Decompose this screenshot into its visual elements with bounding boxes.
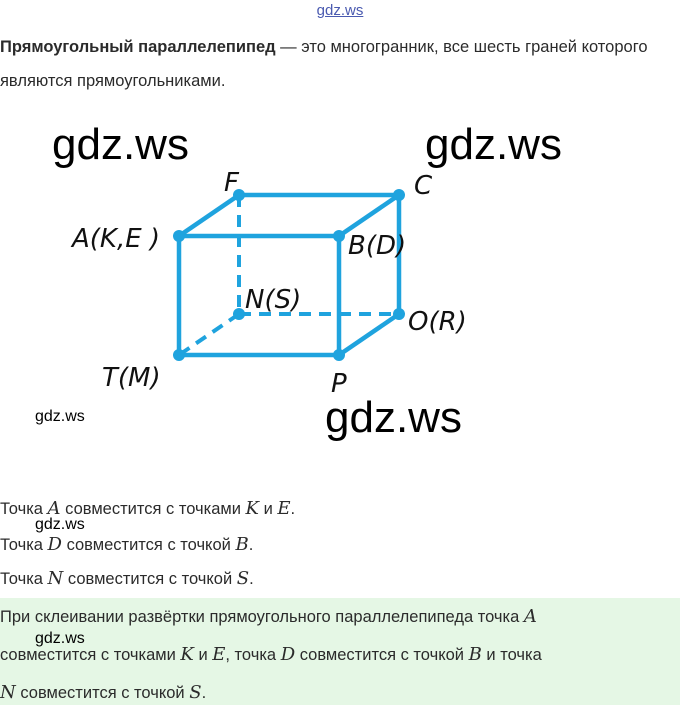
definition-term: Прямоугольный параллелепипед	[0, 38, 276, 56]
watermark-small-3: gdz.ws	[35, 630, 85, 647]
vertex-p	[333, 349, 345, 361]
top-watermark-link[interactable]: gdz.ws	[316, 2, 364, 19]
edge-c-b	[339, 195, 399, 236]
edge-o-p	[339, 314, 399, 355]
vertex-a	[173, 230, 185, 242]
label-n: N(S)	[245, 285, 302, 315]
statement-n: Точка N совместится с точкой S.	[0, 568, 254, 589]
watermark-right: gdz.ws	[425, 120, 562, 169]
hidden-edge-n-t	[179, 314, 239, 355]
vertex-c	[393, 189, 405, 201]
watermark-small-2: gdz.ws	[35, 516, 85, 533]
label-c: C	[414, 171, 433, 201]
conclusion-box	[0, 598, 680, 705]
watermark-left: gdz.ws	[52, 120, 189, 169]
watermark-bottom: gdz.ws	[325, 393, 462, 442]
label-o: O(R)	[408, 307, 467, 337]
edge-a-f	[179, 195, 239, 236]
label-f: F	[224, 168, 239, 198]
label-b: B(D)	[348, 231, 407, 261]
vertex-o	[393, 308, 405, 320]
label-a: A(K,E )	[72, 224, 161, 254]
label-t: T(M)	[102, 363, 161, 393]
watermark-small-1: gdz.ws	[35, 408, 85, 425]
conclusion-text: При склеивании развёртки прямоугольного параллелепипеда точка A совместится с точками K и E, точка D совместится с точкой B и точка N совместится с точкой S.	[0, 606, 542, 703]
statement-a: Точка A совместится с точками K и E.	[0, 498, 296, 519]
vertex-b	[333, 230, 345, 242]
label-p: P	[331, 369, 347, 399]
definition-text: — это многогранник, все шесть граней которого являются прямоугольниками.	[0, 38, 648, 90]
vertex-t	[173, 349, 185, 361]
statement-d: Точка D совместится с точкой B.	[0, 534, 254, 555]
vertex-n	[233, 308, 245, 320]
